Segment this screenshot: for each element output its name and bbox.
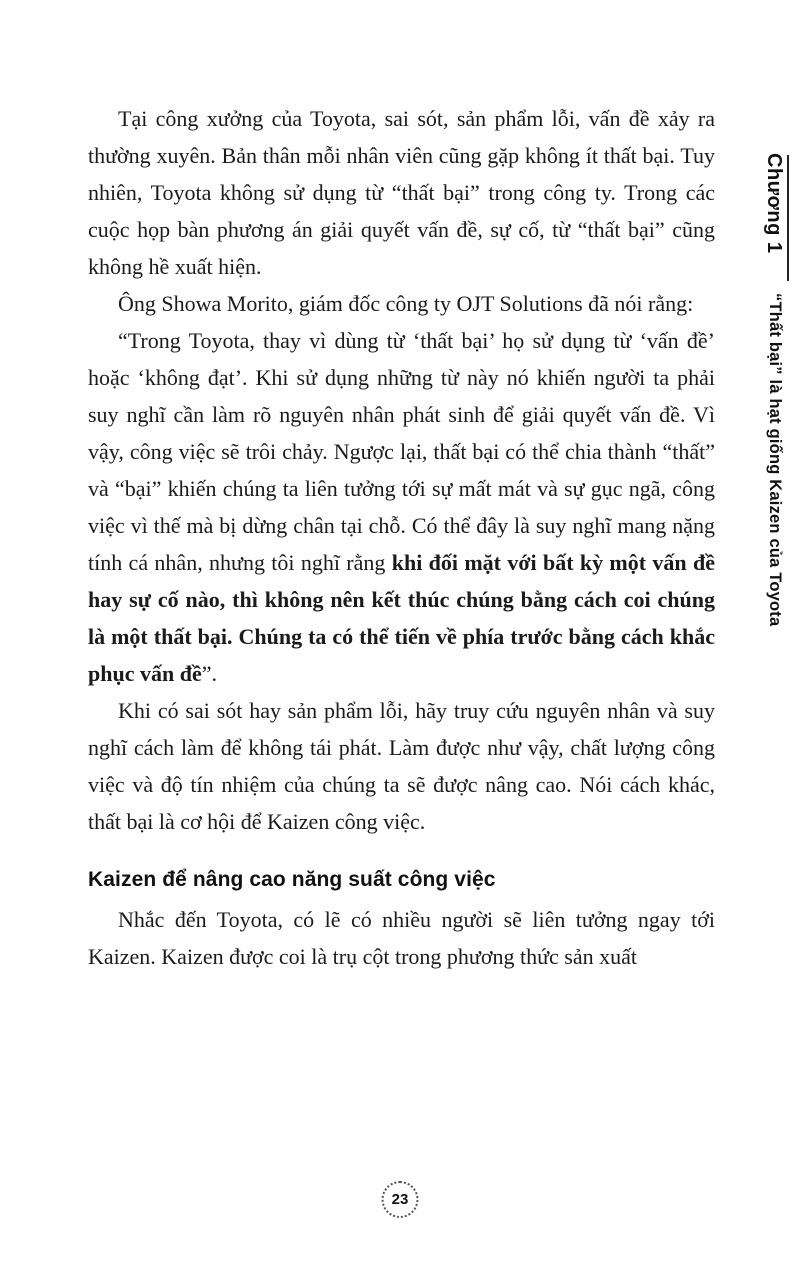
paragraph-2: Ông Showa Morito, giám đốc công ty OJT Solutions đã nói rằng:	[118, 291, 694, 316]
page-content	[88, 100, 715, 975]
chapter-title-label: “Thất bại” là hạt giống Kaizen của Toyota	[766, 293, 784, 627]
paragraph-3-normal-text: “Trong Toyota, thay vì dùng từ ‘thất bại’ họ sử dụng từ ‘vấn đề’ hoặc ‘không đạt’. Khi sử dụng những từ này nó khiến người ta phải suy nghĩ cần làm rõ nguyên nhân phát sinh để giải quyết vấn đề. Vì vậy, công việc sẽ trôi chảy. Ngược lại, thất bại có thể chia thành “thất” và “bại” khiến chúng ta liên tưởng tới sự mất mát và sự gục ngã, công việc vì thế mà bị dừng chân tại chỗ. Có thể đây là suy nghĩ mang nặng tính cá nhân, nhưng tôi nghĩ rằng	[88, 328, 715, 575]
paragraph-5: Nhắc đến Toyota, có lẽ có nhiều người sẽ liên tưởng ngay tới Kaizen. Kaizen được coi là trụ cột trong phương thức sản xuất	[88, 907, 715, 969]
paragraph-1: Tại công xưởng của Toyota, sai sót, sản phẩm lỗi, vấn đề xảy ra thường xuyên. Bản thân mỗi nhân viên cũng gặp không ít thất bại. Tuy nhiên, Toyota không sử dụng từ “thất bại” trong công ty. Trong các cuộc họp bàn phương án giải quyết vấn đề, sự cố, từ “thất bại” cũng không hề xuất hiện.	[88, 106, 715, 279]
paragraph-3	[88, 322, 715, 692]
page-number: 23	[391, 1191, 409, 1208]
section-heading: Kaizen để nâng cao năng suất công việc	[88, 868, 496, 891]
chapter-divider-rule	[787, 155, 789, 281]
page-number-badge	[382, 1181, 419, 1218]
chapter-number-label: Chương 1	[763, 153, 785, 254]
paragraph-4: Khi có sai sót hay sản phẩm lỗi, hãy truy cứu nguyên nhân và suy nghĩ cách làm để không tái phát. Làm được như vậy, chất lượng công việc và độ tín nhiệm của chúng ta sẽ được nâng cao. Nói cách khác, thất bại là cơ hội để Kaizen công việc.	[88, 698, 715, 834]
paragraph-3-closing-text: ”.	[201, 661, 217, 686]
paragraph-3-bold-text: khi đối mặt với bất kỳ một vấn đề hay sự cố nào, thì không nên kết thúc chúng bằng cách coi chúng là một thất bại. Chúng ta có thể tiến về phía trước bằng cách khắc phục vấn đề	[88, 550, 715, 686]
